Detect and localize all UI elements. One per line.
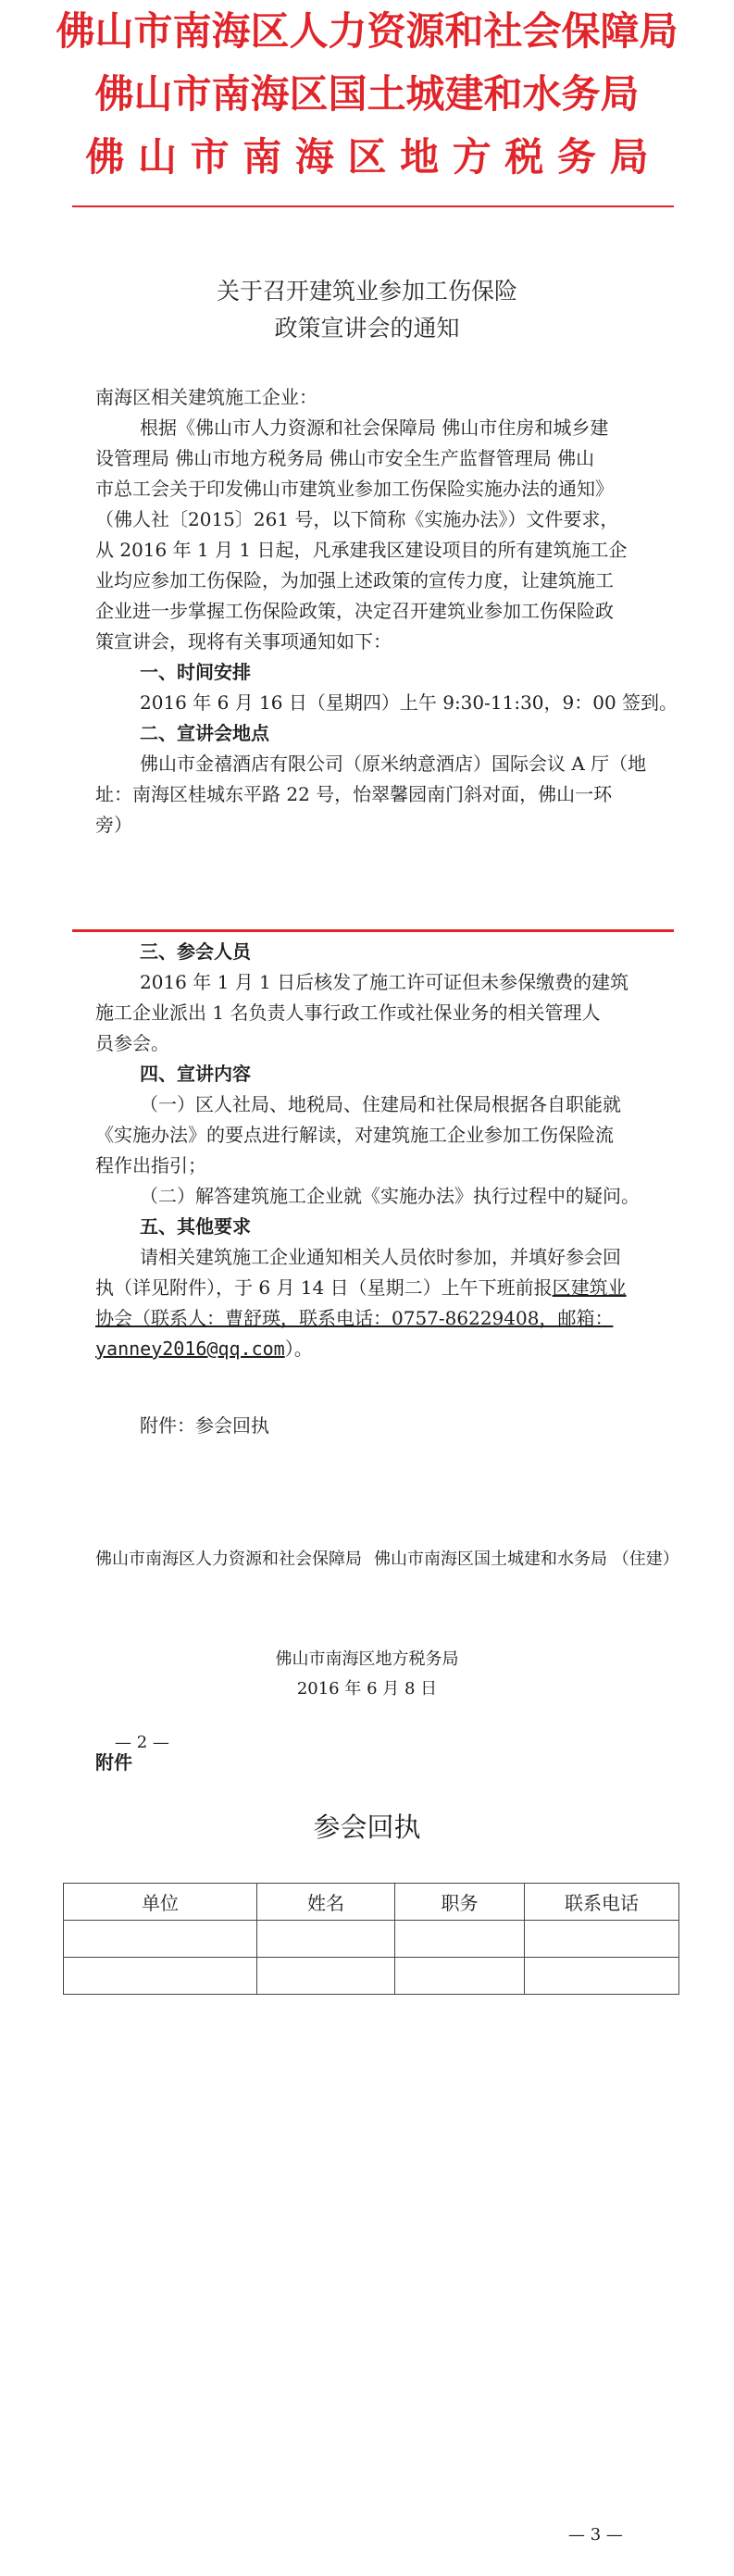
contact-info: 协会（联系人：曹舒瑛，联系电话：0757-86229408，邮箱： [95,1307,614,1329]
signature-date: 2016 年 6 月 8 日 [296,1679,438,1699]
intro-line: 设管理局 佛山市地方税务局 佛山市安全生产监督管理局 佛山 [95,447,595,469]
intro-line: 策宣讲会，现将有关事项通知如下： [95,630,392,653]
cell-name[interactable] [257,1958,395,1995]
page-number-2: — 2 — [115,1733,169,1752]
column-header-unit: 单位 [64,1884,257,1921]
email-link[interactable]: yanney2016@qq.com [95,1338,285,1360]
header-org-hrss: 佛山市南海区人力资源和社会保障局 [56,8,678,54]
cell-unit[interactable] [64,1921,257,1958]
signature-construction: 佛山市南海区国土城建和水务局 （住建） [374,1549,679,1569]
section-heading-location: 二、宣讲会地点 [140,722,269,744]
intro-line: 业均应参加工伤保险，为加强上述政策的宣传力度，让建筑施工 [95,569,614,591]
cell-phone[interactable] [525,1958,679,1995]
section-heading-attendees: 三、参会人员 [140,940,251,963]
cell-unit[interactable] [64,1958,257,1995]
email-line [95,1334,313,1364]
signature-tax: 佛山市南海区地方税务局 [275,1649,459,1669]
page-separator [72,929,674,932]
table-header-row [64,1884,679,1921]
other-line-1: 请相关建筑施工企业通知相关人员依时参加，并填好参会回 [140,1246,621,1268]
cell-position[interactable] [395,1921,525,1958]
attendees-line: 2016 年 1 月 1 日后核发了施工许可证但未参保缴费的建筑 [140,971,629,993]
table-row [64,1921,679,1958]
column-header-name: 姓名 [257,1884,395,1921]
attachment-note: 附件：参会回执 [140,1414,269,1437]
content-item-1-line: 《实施办法》的要点进行解读，对建筑施工企业参加工伤保险流 [95,1124,614,1146]
column-header-position: 职务 [395,1884,525,1921]
cell-phone[interactable] [525,1921,679,1958]
other-line-2 [95,1273,627,1303]
section-text-time: 2016 年 6 月 16 日（星期四）上午 9:30-11:30，9：00 签到。 [140,691,678,714]
content-item-1-line: 程作出指引； [95,1154,206,1176]
reply-form-title: 参会回执 [313,1811,421,1843]
location-line: 旁） [95,814,132,836]
intro-line: 从 2016 年 1 月 1 日起，凡承建我区建设项目的所有建筑施工企 [95,539,628,561]
association-name: 区建筑业 [552,1276,627,1299]
location-line: 佛山市金禧酒店有限公司（原米纳意酒店）国际会议 A 厅（地 [140,753,647,775]
intro-line: 市总工会关于印发佛山市建筑业参加工伤保险实施办法的通知》 [95,478,614,500]
salutation: 南海区相关建筑施工企业： [95,386,317,408]
doc-title-line1: 关于召开建筑业参加工伤保险 [216,278,517,305]
intro-line: （佛人社〔2015〕261 号，以下简称《实施办法》）文件要求， [95,508,619,530]
page-number-3: — 3 — [568,2525,623,2545]
table-row [64,1958,679,1995]
column-header-phone: 联系电话 [525,1884,679,1921]
other-line-2-text: 执（详见附件），于 6 月 14 日（星期二）上午下班前报 [95,1276,553,1299]
attendees-line: 施工企业派出 1 名负责人事行政工作或社保业务的相关管理人 [95,1002,601,1024]
section-heading-time: 一、时间安排 [140,661,251,683]
intro-line: 企业进一步掌握工伤保险政策，决定召开建筑业参加工伤保险政 [95,600,614,622]
section-heading-other: 五、其他要求 [140,1215,251,1238]
location-line: 址：南海区桂城东平路 22 号，怡翠馨园南门斜对面，佛山一环 [95,783,613,805]
email-line-end: ）。 [284,1338,313,1360]
cell-name[interactable] [257,1921,395,1958]
header-org-tax: 佛 山 市 南 海 区 地 方 税 务 局 [85,134,649,180]
header-divider [72,205,674,207]
cell-position[interactable] [395,1958,525,1995]
intro-line: 根据《佛山市人力资源和社会保障局 佛山市住房和城乡建 [140,417,609,439]
header-org-construction: 佛山市南海区国土城建和水务局 [94,71,640,117]
attendees-line: 员参会。 [95,1032,169,1054]
content-item-1-line: （一）区人社局、地税局、住建局和社保局根据各自职能就 [140,1093,621,1115]
reply-form-table [63,1883,679,1995]
signature-hrss: 佛山市南海区人力资源和社会保障局 [95,1549,362,1569]
section-heading-content: 四、宣讲内容 [140,1063,251,1085]
content-item-2: （二）解答建筑施工企业就《实施办法》执行过程中的疑问。 [140,1185,640,1207]
doc-title-line2: 政策宣讲会的通知 [274,315,460,342]
attachment-label: 附件 [95,1751,132,1773]
